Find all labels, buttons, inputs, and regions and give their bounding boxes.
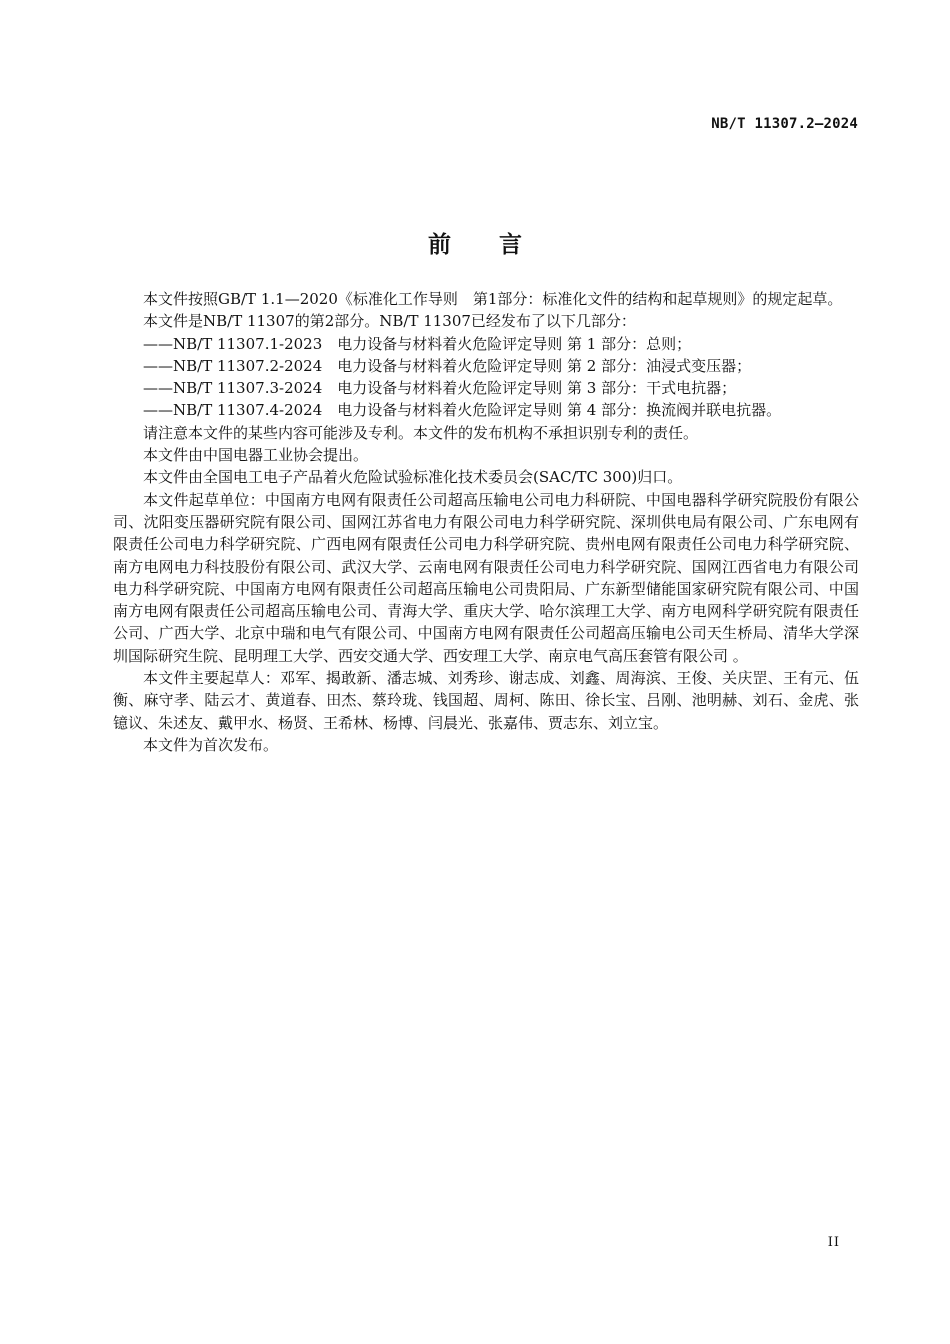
list-item-part-1: ——NB/T 11307.1-2023 电力设备与材料着火危险评定导则 第 1 部分：总则； <box>143 334 692 353</box>
paragraph-drafting-units: 本文件起草单位：中国南方电网有限责任公司超高压输电公司电力科研院、中国电器科学研究院股份有限公司、沈阳变压器研究院有限公司、国网江苏省电力有限公司电力科学研究院、深圳供电局有限公司、广东电网有限责任公司电力科学研究院、广西电网有限责任公司电力科学研究院、贵州电网有限责任公司电力科学研究院、南方电网电力科技股份有限公司、武汉大学、云南电网有限责任公司电力科学研究院、国网江西省电力有限公司电力科学研究院、中国南方电网有限责任公司超高压输电公司贵阳局、广东新型储能国家研究院有限公司、中国南方电网有限责任公司超高压输电公司、青海大学、重庆大学、哈尔滨理工大学、南方电网科学研究院有限责任公司、广西大学、北京中瑞和电气有限公司、中国南方电网有限责任公司超高压输电公司天生桥局、清华大学深圳国际研究生院、昆明理工大学、西安交通大学、西安理工大学、南京电气高压套管有限公司 。 <box>113 490 859 665</box>
paragraph-drafters: 本文件主要起草人：邓军、揭敢新、潘志城、刘秀珍、谢志成、刘鑫、周海滨、王俊、关庆罡、王有元、伍衡、麻守孝、陆云才、黄道春、田杰、蔡玲珑、钱国超、周柯、陈田、徐长宝、吕刚、池明赫、刘石、金虎、张镱议、朱述友、戴甲水、杨贤、王希林、杨博、闫晨光、张嘉伟、贾志东、刘立宝。 <box>113 669 859 732</box>
paragraph-patent-notice: 请注意本文件的某些内容可能涉及专利。本文件的发布机构不承担识别专利的责任。 <box>143 423 699 442</box>
paragraph-series-intro: 本文件是NB/T 11307的第2部分。NB/T 11307已经发布了以下几部分： <box>143 312 636 331</box>
list-item-part-4: ——NB/T 11307.4-2024 电力设备与材料着火危险评定导则 第 4 部分：换流阀并联电抗器。 <box>143 401 782 420</box>
foreword-body <box>113 288 859 756</box>
page-title: 前言 <box>428 232 570 258</box>
standard-code: NB/T 11307.2—2024 <box>711 116 858 132</box>
paragraph-proposer: 本文件由中国电器工业协会提出。 <box>143 446 369 465</box>
list-item-part-2: ——NB/T 11307.2-2024 电力设备与材料着火危险评定导则 第 2 部分：油浸式变压器； <box>143 356 752 375</box>
page-number: II <box>827 1235 840 1250</box>
paragraph-drafting-rules: 本文件按照GB/T 1.1—2020《标准化工作导则 第1部分：标准化文件的结构和起草规则》的规定起草。 <box>143 290 843 308</box>
paragraph-technical-committee: 本文件由全国电工电子产品着火危险试验标准化技术委员会(SAC/TC 300)归口。 <box>143 468 683 487</box>
list-item-part-3: ——NB/T 11307.3-2024 电力设备与材料着火危险评定导则 第 3 部分：干式电抗器； <box>143 379 737 398</box>
paragraph-first-edition: 本文件为首次发布。 <box>143 735 279 754</box>
